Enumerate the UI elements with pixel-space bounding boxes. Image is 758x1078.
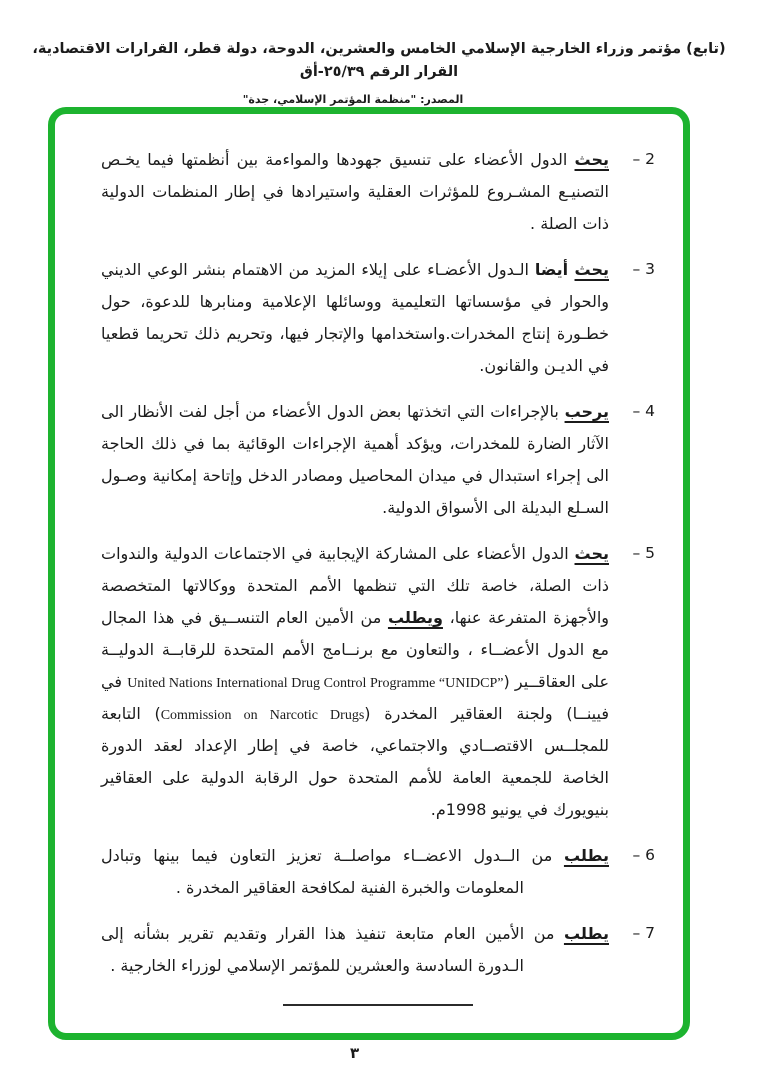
- operative-verb: يحث: [574, 544, 609, 563]
- document-header: [28, 38, 730, 106]
- item-number: 7 –: [632, 924, 655, 942]
- resolution-item: [101, 840, 655, 904]
- resolution-items: [101, 144, 655, 982]
- operative-verb: يحث: [574, 260, 609, 279]
- arabic-text-segment: من الأمين العام التنســيق في هذا المجال مع الدول الأعضــاء ، والتعاون مع برنــامج الأمم المتحدة للرقابــة الدوليــة على العقاقــير (: [101, 608, 609, 691]
- arabic-text-segment: في فيينــا) ولجنة العقاقير المخدرة (: [101, 672, 609, 723]
- resolution-item: [101, 254, 655, 382]
- resolution-item: [101, 144, 655, 240]
- footnote-divider: [283, 1004, 473, 1006]
- operative-verb: يرحب: [564, 402, 609, 421]
- arabic-text-segment: بالإجراءات التي اتخذتها بعض الدول الأعضاء من أجل لفت الأنظار الى الآثار الضارة للمخدرات، ويؤكد أهمية الإجراءات الوقائية بما في ذلك الحاجة الى إجراء استبدال في ميدان المحاصيل ومصادر الدخل وإتاحة إمكانية وصـول السـلع البديلة الى الأسواق الدولية.: [101, 402, 609, 517]
- item-number: 3 –: [632, 260, 655, 278]
- operative-verb: يطلب: [563, 846, 609, 865]
- item-text: [101, 918, 609, 982]
- english-phrase: United Nations International Drug Control Programme “UNIDCP”: [127, 676, 504, 691]
- arabic-text-segment: أيضا: [534, 260, 575, 279]
- header-line-2: المصدر: "منظمة المؤتمر الإسلامي، جدة": [242, 93, 464, 107]
- arabic-text-segment: من الأمين العام متابعة تنفيذ هذا القرار وتقديم تقرير بشأنه إلى الـدورة السادسة والعشرين للمؤتمر الإسلامي لوزراء الخارجية .: [101, 924, 564, 975]
- item-text: [101, 254, 609, 382]
- operative-verb: ويطلب: [387, 608, 443, 627]
- operative-verb: يطلب: [563, 924, 609, 943]
- item-text: [101, 144, 609, 240]
- arabic-text-segment: من الــدول الاعضــاء مواصلــة تعزيز التعاون فيما بينها وتبادل المعلومات والخبرة الفنية لمكافحة العقاقير المخدرة .: [101, 846, 564, 897]
- arabic-text-segment: الدول الأعضاء على تنسيق جهودها والمواءمة بين أنظمتها فيما يخـص التصنيـع المشـروع للمؤثرات العقلية واستيرادها في إطار المنظمات الدولية ذات الصلة .: [101, 150, 609, 233]
- english-phrase: Commission on Narcotic Drugs: [160, 708, 365, 723]
- resolution-item: [101, 396, 655, 524]
- resolution-item: [101, 538, 655, 826]
- resolution-border-box: [48, 107, 690, 1040]
- header-line-1: (تابع) مؤتمر وزراء الخارجية الإسلامي الخامس والعشرين، الدوحة، دولة قطر، القرارات الاقتصادية، القرار الرقم ٢٥/٣٩-أق: [32, 41, 726, 81]
- item-number: 5 –: [632, 544, 655, 562]
- item-number: 4 –: [632, 402, 655, 420]
- resolution-item: [101, 918, 655, 982]
- arabic-text-segment: ) التابعة للمجلــس الاقتصــادي والاجتماعي، خاصة في إطار الإعداد لعقد الدورة الخاصة للجمعية العامة للأمم المتحدة حول الرقابة الدولية على العقاقير بنيويورك في يونيو 1998م.: [101, 704, 609, 819]
- page-number: ٣: [350, 1044, 360, 1062]
- arabic-text-segment: الدول الأعضاء على المشاركة الإيجابية في الاجتماعات الدولية والندوات ذات الصلة، خاصة تلك التي تنظمها الأمم المتحدة ووكالاتها المتخصصة والأجهزة المتفرعة عنها،: [101, 544, 609, 627]
- item-number: 6 –: [632, 846, 655, 864]
- item-text: [101, 840, 609, 904]
- operative-verb: يحث: [574, 150, 609, 169]
- item-text: [101, 396, 609, 524]
- arabic-text-segment: الـدول الأعضـاء على إيلاء المزيد من الاهتمام بنشر الوعي الديني والحوار في مؤسساتها التعليمية ووسائلها الإعلامية ومنابرها للدعوة، حول خطـورة إنتاج المخدرات.واستخدامها والإتجار فيها، وتحريم ذلك تحريما قطعيا في الديـن والقانون.: [101, 260, 609, 375]
- item-text: [101, 538, 609, 826]
- item-number: 2 –: [632, 150, 655, 168]
